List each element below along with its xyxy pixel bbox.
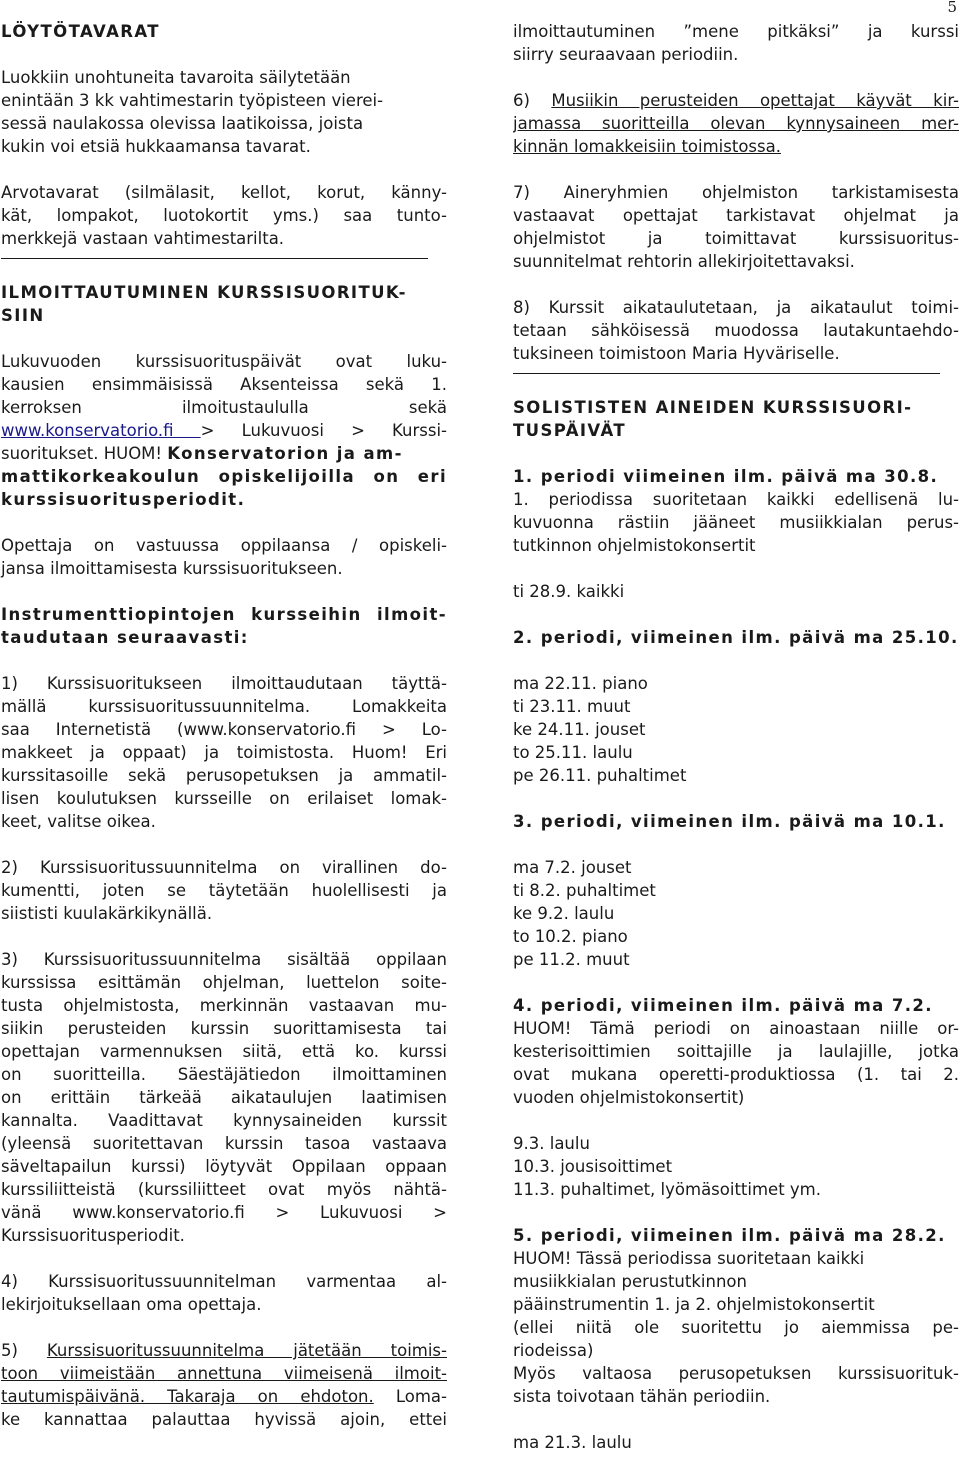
registration-heading [1, 281, 447, 327]
period-2-dates [513, 672, 959, 787]
text-line: musiikkialan perustutkinnon [513, 1272, 747, 1291]
heading-line: SIIN [1, 306, 45, 325]
text-line: (ellei niitä ole suoritettu jo aiemmissa pe- [513, 1318, 959, 1337]
text-line: sessä naulakossa olevissa laatikoissa, joista [1, 114, 364, 133]
instrument-heading [1, 603, 447, 649]
text-line [1, 419, 447, 442]
text-line: siististi kuulakärkikynällä. [1, 904, 213, 923]
text-line: vuoden ohjelmistokonsertit) [513, 1088, 745, 1107]
text-line: HUOM! Tämä periodi on ainoastaan niille or- [513, 1019, 959, 1038]
text-line: lisen koulutuksen kursseille on erilaiset lomak- [1, 789, 447, 808]
period-heading: 5. periodi, viimeinen ilm. päivä ma 28.2. [513, 1226, 946, 1245]
text-line: kurssitasoille sekä perusopetuksen ja ammatil- [1, 766, 447, 785]
text-line: riodeissa) [513, 1341, 594, 1360]
date-item: to 25.11. laulu [513, 743, 633, 762]
text-line: kukin voi etsiä hukkaamansa tavarat. [1, 137, 311, 156]
text-line: tuksineen toimistoon Maria Hyväriselle. [513, 344, 840, 363]
teacher-responsibility-paragraph [1, 534, 447, 580]
text-line: vänä www.konservatorio.fi > Lukuvuosi > [1, 1203, 447, 1222]
text-line: ke kannattaa palauttaa hyvissä ajoin, ettei [1, 1410, 447, 1429]
text-line: saa Internetistä (www.konservatorio.fi > Lo- [1, 720, 447, 739]
date-item: ma 21.3. laulu [513, 1433, 632, 1452]
period-heading: 1. periodi viimeinen ilm. päivä ma 30.8. [513, 467, 939, 486]
period-2 [513, 626, 959, 649]
date-item: pe 26.11. puhaltimet [513, 766, 687, 785]
date-item: 9.3. laulu [513, 1134, 590, 1153]
date-item: ma 7.2. jouset [513, 858, 632, 877]
step-8 [513, 296, 959, 365]
text-line: kausien ensimmäisissä Aksenteissa sekä 1. [1, 375, 447, 394]
text-line: tutkinnon ohjelmistokonsertit [513, 536, 756, 555]
text-line: on erittäin tärkeää aikataulujen laatimisen [1, 1088, 447, 1107]
text-line: säveltapailun kurssi) löytyvät Oppilaan oppaan [1, 1157, 447, 1176]
text-line: suunnitelmat rehtorin allekirjoitettavaksi. [513, 252, 855, 271]
date-item: ke 24.11. jouset [513, 720, 646, 739]
text-line: 2) Kurssisuoritussuunnitelma on virallinen do- [1, 858, 447, 877]
lost-items-paragraph [1, 66, 447, 158]
step-5 [1, 1339, 447, 1431]
date-item: ti 28.9. kaikki [513, 582, 625, 601]
text-line [1, 1339, 447, 1362]
lost-items-heading: LÖYTÖTAVARAT [1, 22, 160, 41]
left-column [1, 0, 447, 1431]
bold-note-line: kurssisuoritusperiodit. [1, 490, 246, 509]
text-line: siirry seuraavaan periodiin. [513, 45, 739, 64]
date-item: 10.3. jousisoittimet [513, 1157, 673, 1176]
text-line: 8) Kurssit aikataulutetaan, ja aikataulut toimi- [513, 298, 959, 317]
text-line: jansa ilmoittamisesta kurssisuoritukseen. [1, 559, 343, 578]
section-divider [1, 258, 428, 259]
valuables-paragraph [1, 181, 447, 250]
text-line: siikin perusteiden kurssin suorittamisesta tai [1, 1019, 447, 1038]
konservatorio-link[interactable]: www.konservatorio.fi [1, 421, 201, 440]
section-divider [513, 373, 940, 374]
text-line: makkeet ja oppaat) ja toimistosta. Huom! Eri [1, 743, 447, 762]
text-line: 1. periodissa suoritetaan kaikki edellisenä lu- [513, 490, 959, 509]
text-line: kerroksen ilmoitustaululla sekä [1, 398, 447, 417]
period-4-dates [513, 1132, 959, 1201]
text-line: ohjelmistot ja toimittavat kurssisuoritus- [513, 229, 959, 248]
period-4 [513, 994, 959, 1109]
text-line [1, 442, 447, 465]
heading-line: ILMOITTAUTUMINEN KURSSISUORITUK- [1, 283, 407, 302]
underlined-line: toon viimeistään annettuna viimeisenä ilmoit- [1, 1364, 447, 1383]
bold-note: Konservatorion ja am- [167, 444, 403, 463]
date-item: pe 11.2. muut [513, 950, 630, 969]
text-line: enintään 3 kk vahtimestarin työpisteen vierei- [1, 91, 384, 110]
step-5-continuation [513, 20, 959, 66]
text-line: tusta ohjelmistosta, merkinnän vastaavan mu- [1, 996, 447, 1015]
text-line: kesterisoittimien soittajille ja laulajille, jotka [513, 1042, 959, 1061]
text-line: (yleensä suoritettavan kurssin tasoa vastaava [1, 1134, 447, 1153]
text-line: kät, lompakot, luotokortit yms.) saa tunto- [1, 206, 447, 225]
date-item: 11.3. puhaltimet, lyömäsoittimet ym. [513, 1180, 821, 1199]
text-line: tetaan sähköisessä muodossa lautakuntaehdo- [513, 321, 959, 340]
step-6 [513, 89, 959, 158]
text-line: lekirjoituksellaan oma opettaja. [1, 1295, 262, 1314]
text-line: kuvuonna rästiin jääneet musiikkialan perus- [513, 513, 959, 532]
text-line: Lukuvuoden kurssisuorituspäivät ovat luku- [1, 352, 447, 371]
text-line: merkkejä vastaan vahtimestarilta. [1, 229, 285, 248]
text-line: kurssiliitteistä (kurssiliitteet ovat myös nähtä- [1, 1180, 447, 1199]
text-line [1, 1385, 447, 1408]
underlined-text: Kurssisuoritussuunnitelma jätetään toimis- [46, 1341, 447, 1360]
text-line: kumentti, joten se täytetään huolellisesti ja [1, 881, 447, 900]
date-item: ti 8.2. puhaltimet [513, 881, 656, 900]
text-fragment: 6) [513, 91, 552, 110]
text-line: 4) Kurssisuoritussuunnitelman varmentaa al- [1, 1272, 447, 1291]
bold-note-line: mattikorkeakoulun opiskelijoilla on eri [1, 467, 447, 486]
registration-paragraph [1, 350, 447, 511]
date-item: ti 23.11. muut [513, 697, 631, 716]
page-number: 5 [947, 0, 957, 16]
text-fragment: > Lukuvuosi > Kurssi- [200, 421, 447, 440]
text-line: Myös valtaosa perusopetuksen kurssisuorituk- [513, 1364, 959, 1383]
solo-heading [513, 396, 959, 442]
text-line: sista toivotaan tähän periodiin. [513, 1387, 771, 1406]
step-1 [1, 672, 447, 833]
text-fragment: suoritukset. HUOM! [1, 444, 168, 463]
period-heading: 4. periodi, viimeinen ilm. päivä ma 7.2. [513, 996, 933, 1015]
heading-line: SOLISTISTEN AINEIDEN KURSSISUORI- [513, 398, 913, 417]
period-1-dates [513, 580, 959, 603]
text-line: mällä kurssisuoritussuunnitelma. Lomakkeita [1, 697, 447, 716]
period-3 [513, 810, 959, 833]
date-item: to 10.2. piano [513, 927, 628, 946]
text-line: 1) Kurssisuoritukseen ilmoittaudutaan täyttä- [1, 674, 447, 693]
text-fragment: Loma- [373, 1387, 447, 1406]
period-heading: 2. periodi, viimeinen ilm. päivä ma 25.10. [513, 628, 959, 647]
period-5-dates [513, 1431, 959, 1454]
text-line: HUOM! Tässä periodissa suoritetaan kaikki [513, 1249, 865, 1268]
heading-line: taudutaan seuraavasti: [1, 628, 249, 647]
text-line: 3) Kurssisuoritussuunnitelma sisältää oppilaan [1, 950, 447, 969]
period-1 [513, 465, 959, 557]
text-line: ovat mukana operetti-produktiossa (1. tai 2. [513, 1065, 959, 1084]
text-line: 7) Aineryhmien ohjelmiston tarkistamisesta [513, 183, 959, 202]
text-line: Arvotavarat (silmälasit, kellot, korut, känny- [1, 183, 447, 202]
heading-line: TUSPÄIVÄT [513, 421, 627, 440]
underlined-text: tautumispäivänä. Takaraja on ehdoton. [1, 1387, 374, 1406]
text-line: ilmoittautuminen ”mene pitkäksi” ja kurssi [513, 22, 959, 41]
period-heading: 3. periodi, viimeinen ilm. päivä ma 10.1. [513, 812, 946, 831]
text-line: vastaavat opettajat tarkistavat ohjelmat ja [513, 206, 959, 225]
period-3-dates [513, 856, 959, 971]
step-7 [513, 181, 959, 273]
heading-line: Instrumenttiopintojen kursseihin ilmoit- [1, 605, 447, 624]
period-5 [513, 1224, 959, 1408]
text-fragment: 5) [1, 1341, 47, 1360]
underlined-line: jamassa suoritteilla olevan kynnysaineen mer- [513, 114, 959, 133]
right-column [513, 0, 959, 1454]
text-line: kannalta. Vaadittavat kynnysaineiden kurssit [1, 1111, 447, 1130]
date-item: ke 9.2. laulu [513, 904, 615, 923]
text-line: opettajan varmennuksen siitä, että ko. kurssi [1, 1042, 447, 1061]
text-line: keet, valitse oikea. [1, 812, 156, 831]
text-line: kurssissa esittämän ohjelman, luettelon soite- [1, 973, 447, 992]
text-line [513, 89, 959, 112]
step-2 [1, 856, 447, 925]
step-3 [1, 948, 447, 1247]
text-line: pääinstrumentin 1. ja 2. ohjelmistokonsertit [513, 1295, 875, 1314]
step-4 [1, 1270, 447, 1316]
text-line: Luokkiin unohtuneita tavaroita säilytetään [1, 68, 351, 87]
underlined-line: kinnän lomakkeisiin toimistossa. [513, 137, 781, 156]
text-line: Opettaja on vastuussa oppilaansa / opiskeli- [1, 536, 447, 555]
text-line: on suoritteilla. Säestäjätiedon ilmoittaminen [1, 1065, 447, 1084]
text-line: Kurssisuoritusperiodit. [1, 1226, 185, 1245]
date-item: ma 22.11. piano [513, 674, 648, 693]
underlined-text: Musiikin perusteiden opettajat käyvät kir- [551, 91, 959, 110]
